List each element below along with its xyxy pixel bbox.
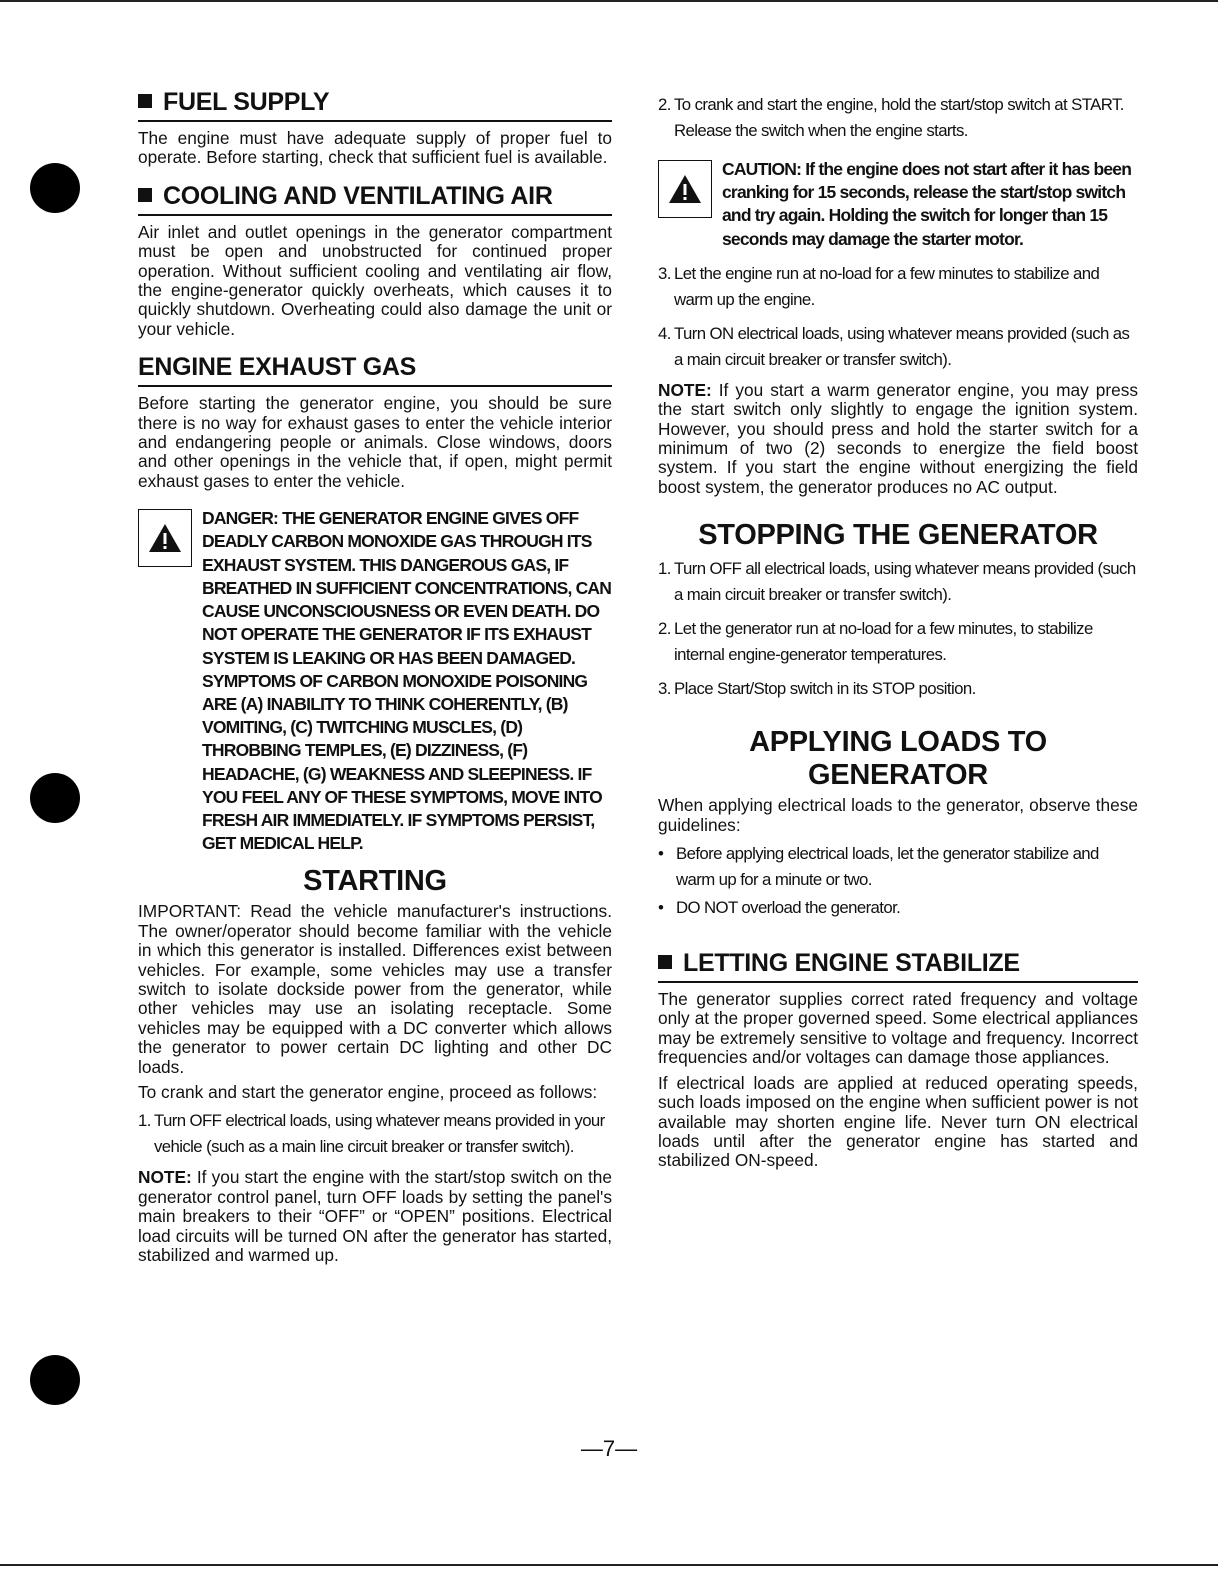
warning-triangle-icon (658, 160, 712, 218)
binder-hole-icon (30, 773, 80, 823)
stopping-steps (658, 556, 1138, 702)
starting-note: NOTE: If you start the engine with the start/stop switch on the generator control panel, turn OFF loads by setting the panel's main breakers to their “OFF” or “OPEN” positions. Electrical load circuits will be turned ON after the generator has started, stabilized and warmed up. (138, 1167, 612, 1266)
list-item: 4. Turn ON electrical loads, using whatever means provided (such as a main circuit breaker or transfer switch). (658, 323, 1130, 369)
list-item: 3. Place Start/Stop switch in its STOP position. (658, 679, 976, 699)
list-item: • Before applying electrical loads, let the generator stabilize and warm up for a minute or two. (658, 844, 1099, 890)
caution-text: CAUTION: If the engine does not start after it has been cranking for 15 seconds, release the start/stop switch and try again. Holding the switch for longer than 15 seconds may damage the starter motor. (722, 159, 1132, 249)
binder-hole-icon (30, 1355, 80, 1405)
starting-heading: STARTING (303, 865, 447, 898)
page-number: —7— (580, 1436, 638, 1461)
danger-notice (138, 507, 612, 855)
loads-intro: When applying electrical loads to the generator, observe these guidelines: (658, 795, 1138, 835)
exhaust-heading: ENGINE EXHAUST GAS (138, 353, 612, 387)
stabilize-text-1: The generator supplies correct rated frequency and voltage only at the proper governed speed. Some electrical appliances may be extremely sensitive to voltage and frequency. Incorrect frequencies and/or voltages can damage those appliances. (658, 989, 1138, 1068)
warning-triangle-icon (138, 509, 192, 567)
stabilize-text-2: If electrical loads are applied at reduced operating speeds, such loads imposed on the engine when sufficient power is not available may shorten engine life. Never turn ON electrical loads until after the generator engine has started and stabilized ON-speed. (658, 1072, 1138, 1171)
fuel-supply-text: The engine must have adequate supply of proper fuel to operate. Before starting, check that sufficient fuel is available. (138, 128, 612, 168)
top-border (0, 0, 1218, 2)
stabilize-heading: LETTING ENGINE STABILIZE (658, 949, 1138, 983)
important-text: IMPORTANT: Read the vehicle manufacturer's instructions. The owner/operator should become familiar with the vehicle in which this generator is installed. Differences exist between vehicles. For example, some vehicles may use a transfer switch to isolate dockside power from the generator, while other vehicles may use an isolating receptacle. Some vehicles may be equipped with a DC converter which allows the generator to power certain DC lighting and other DC loads. (138, 901, 612, 1077)
fuel-supply-heading: FUEL SUPPLY (138, 88, 612, 122)
square-bullet-icon (138, 94, 152, 108)
left-column (138, 88, 612, 1271)
list-item: 2. Let the generator run at no-load for a few minutes, to stabilize internal engine-generator temperatures. (658, 619, 1093, 665)
starting-steps (138, 1108, 612, 1160)
list-item: • DO NOT overload the generator. (658, 898, 901, 918)
list-item: 2. To crank and start the engine, hold the start/stop switch at START. Release the switch when the engine starts. (658, 95, 1124, 140)
cooling-heading: COOLING AND VENTILATING AIR (138, 182, 612, 216)
cooling-text: Air inlet and outlet openings in the generator compartment must be open and unobstructed for continued proper operation. Without sufficient cooling and ventilating air flow, the engine-generator quickly overheats, which causes it to quickly shutdown. Overheating could also damage the unit or your vehicle. (138, 221, 612, 339)
loads-heading: APPLYING LOADS TO GENERATOR (749, 726, 1047, 792)
square-bullet-icon (658, 955, 672, 969)
danger-text: DANGER: THE GENERATOR ENGINE GIVES OFF DEADLY CARBON MONOXIDE GAS THROUGH ITS EXHAUST SYSTEM. THIS DANGEROUS GAS, IF BREATHED IN SUFFICIENT CONCENTRATIONS, CAN CAUSE UNCONSCIOUSNESS OR EVEN DEATH. DO NOT OPERATE THE GENERATOR IF ITS EXHAUST SYSTEM IS LEAKING OR HAS BEEN DAMAGED. SYMPTOMS OF CARBON MONOXIDE POISONING ARE (A) INABILITY TO THINK COHERENTLY, (B) VOMITING, (C) TWITCHING MUSCLES, (D) THROBBING TEMPLES, (E) DIZZINESS, (F) HEADACHE, (G) WEAKNESS AND SLEEPINESS. IF YOU FEEL ANY OF THESE SYMPTOMS, MOVE INTO FRESH AIR IMMEDIATELY. IF SYMPTOMS PERSIST, GET MEDICAL HELP. (202, 508, 612, 854)
starting-intro: To crank and start the generator engine, proceed as follows: (138, 1081, 598, 1102)
bottom-border (0, 1564, 1218, 1566)
list-item: 1. Turn OFF electrical loads, using whatever means provided in your vehicle (such as a main line circuit breaker or transfer switch). (138, 1111, 605, 1157)
right-column (658, 92, 1138, 1177)
exhaust-text: Before starting the generator engine, you should be sure there is no way for exhaust gases to enter the vehicle interior and endangering people or animals. Close windows, doors and other openings in the vehicle that, if open, might permit exhaust gases to enter the vehicle. (138, 393, 612, 491)
loads-bullets (658, 841, 1138, 921)
square-bullet-icon (138, 188, 152, 202)
list-item: 1. Turn OFF all electrical loads, using whatever means provided (such a main circuit breaker or transfer switch). (658, 559, 1136, 605)
list-item: 3. Let the engine run at no-load for a few minutes to stabilize and warm up the engine. (658, 263, 1100, 309)
binder-hole-icon (30, 163, 80, 213)
warm-start-note: NOTE: If you start a warm generator engine, you may press the start switch only slightly to engage the ignition system. However, you should press and hold the starter switch for a minimum of two (2) seconds to energize the field boost system. If you start the engine without energizing the field boost system, the generator produces no AC output. (658, 379, 1138, 497)
caution-notice (658, 158, 1138, 251)
stopping-heading: STOPPING THE GENERATOR (698, 519, 1098, 552)
